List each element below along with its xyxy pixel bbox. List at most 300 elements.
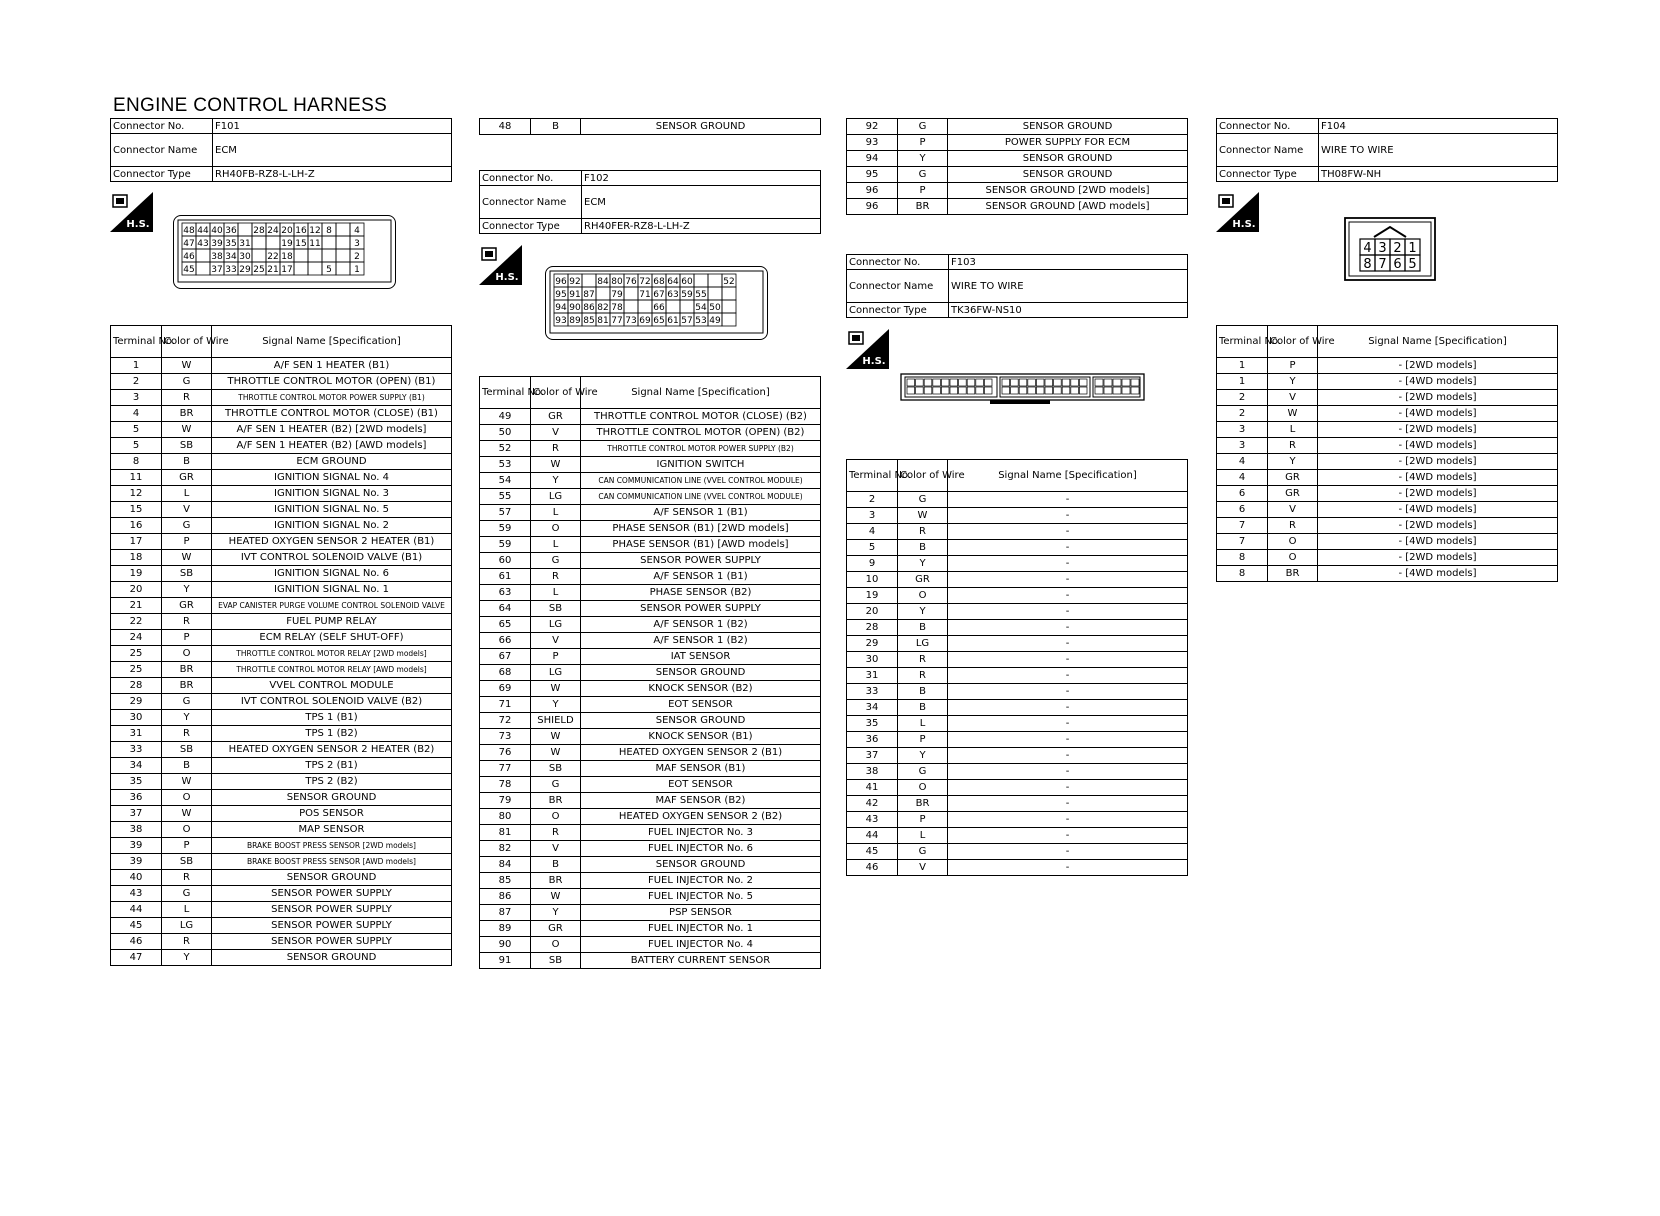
terminal-no: 25	[111, 646, 162, 662]
pin-number: 44	[197, 226, 209, 236]
pin-cavity	[722, 287, 736, 300]
connector-type-value: RH40FER-RZ8-L-LH-Z	[582, 219, 821, 234]
terminal-no-header: Terminal No.	[111, 326, 162, 358]
terminal-no: 3	[847, 508, 898, 524]
signal-name: - [4WD models]	[1318, 406, 1558, 422]
terminal-row	[111, 886, 452, 902]
connector-name-value: ECM	[213, 134, 452, 167]
terminal-no: 7	[1217, 534, 1268, 550]
terminal-row	[847, 684, 1188, 700]
wire-color: G	[162, 886, 212, 902]
terminal-no-header: Terminal No.	[1217, 326, 1268, 358]
pin-number: 5	[1408, 257, 1417, 272]
pin-cavity	[1095, 379, 1103, 386]
f101-tail-table	[479, 118, 821, 135]
wire-color: G	[898, 492, 948, 508]
terminal-no: 63	[480, 585, 531, 601]
terminal-no: 38	[847, 764, 898, 780]
terminal-no: 82	[480, 841, 531, 857]
terminal-no: 37	[847, 748, 898, 764]
pin-number: 34	[225, 252, 237, 262]
wire-color: R	[162, 390, 212, 406]
wire-color: O	[1268, 534, 1318, 550]
pin-cavity	[1131, 379, 1139, 386]
terminal-no: 2	[111, 374, 162, 390]
terminal-no: 28	[111, 678, 162, 694]
signal-name: IVT CONTROL SOLENOID VALVE (B2)	[212, 694, 452, 710]
terminal-no: 73	[480, 729, 531, 745]
signal-name: - [2WD models]	[1318, 422, 1558, 438]
wire-color: P	[162, 534, 212, 550]
hs-harness-side-icon	[479, 245, 522, 285]
wire-color: LG	[898, 636, 948, 652]
terminal-no: 20	[847, 604, 898, 620]
terminal-row	[480, 617, 821, 633]
wire-color: B	[162, 758, 212, 774]
terminal-no: 5	[111, 422, 162, 438]
hs-harness-side-icon	[110, 192, 153, 232]
pin-cavity	[722, 313, 736, 326]
terminal-row	[480, 441, 821, 457]
pin-number: 50	[709, 303, 721, 313]
signal-name: A/F SENSOR 1 (B1)	[581, 505, 821, 521]
signal-name: PHASE SENSOR (B1) [AWD models]	[581, 537, 821, 553]
wire-color: BR	[531, 873, 581, 889]
pin-number: 80	[611, 277, 623, 287]
terminal-no: 91	[480, 953, 531, 969]
signal-name: -	[948, 668, 1188, 684]
terminal-row	[111, 934, 452, 950]
terminal-row	[111, 870, 452, 886]
signal-name: THROTTLE CONTROL MOTOR POWER SUPPLY (B2)	[581, 441, 821, 457]
pin-cavity	[322, 249, 336, 262]
signal-name: -	[948, 508, 1188, 524]
terminal-row	[847, 540, 1188, 556]
pin-number: 36	[225, 226, 237, 236]
wire-color: SHIELD	[531, 713, 581, 729]
terminal-no: 61	[480, 569, 531, 585]
terminal-row	[1217, 566, 1558, 582]
wire-color: L	[898, 828, 948, 844]
signal-name: FUEL INJECTOR No. 6	[581, 841, 821, 857]
terminal-no: 90	[480, 937, 531, 953]
connector-no-value: F102	[582, 171, 821, 186]
wire-color: G	[162, 694, 212, 710]
signal-name: TPS 1 (B2)	[212, 726, 452, 742]
terminal-row	[480, 937, 821, 953]
pin-cavity	[1095, 387, 1103, 394]
wire-color: R	[162, 726, 212, 742]
wire-color: V	[531, 633, 581, 649]
terminal-row	[847, 604, 1188, 620]
wire-color: W	[531, 681, 581, 697]
terminal-no: 10	[847, 572, 898, 588]
terminal-row	[111, 486, 452, 502]
wire-color: G	[898, 844, 948, 860]
terminal-no: 12	[111, 486, 162, 502]
terminal-row	[847, 492, 1188, 508]
pin-number: 20	[281, 226, 293, 236]
pin-cavity	[1131, 387, 1139, 394]
terminal-no: 50	[480, 425, 531, 441]
wire-color: O	[162, 646, 212, 662]
pin-number: 81	[597, 316, 609, 326]
terminal-row	[111, 534, 452, 550]
terminal-row	[480, 745, 821, 761]
f102-connector-face	[545, 266, 768, 340]
pin-cavity	[1045, 387, 1053, 394]
terminal-no: 34	[847, 700, 898, 716]
f103-terminal-table	[846, 459, 1188, 876]
pin-cavity	[1054, 387, 1062, 394]
signal-name: -	[948, 796, 1188, 812]
terminal-row	[1217, 470, 1558, 486]
terminal-row	[111, 566, 452, 582]
wire-color: R	[1268, 518, 1318, 534]
terminal-row	[111, 358, 452, 374]
pin-cavity	[336, 236, 350, 249]
pin-number: 57	[681, 316, 693, 326]
wire-color: LG	[531, 617, 581, 633]
pin-cavity	[1079, 387, 1087, 394]
wire-color: O	[531, 521, 581, 537]
wire-color: B	[531, 857, 581, 873]
terminal-row	[1217, 438, 1558, 454]
wire-color: O	[898, 588, 948, 604]
pin-cavity	[1122, 379, 1130, 386]
terminal-row	[111, 374, 452, 390]
pin-cavity	[1011, 379, 1019, 386]
signal-name: -	[948, 732, 1188, 748]
pin-number: 17	[281, 265, 293, 275]
pin-number: 33	[225, 265, 237, 275]
pin-cavity	[638, 300, 652, 313]
wire-color: SB	[162, 438, 212, 454]
signal-name: FUEL INJECTOR No. 3	[581, 825, 821, 841]
wire-color: W	[531, 457, 581, 473]
pin-number: 24	[267, 226, 279, 236]
signal-name: -	[948, 684, 1188, 700]
pin-number: 3	[354, 239, 360, 249]
terminal-row	[111, 854, 452, 870]
pin-number: 53	[695, 316, 707, 326]
pin-number: 39	[211, 239, 223, 249]
terminal-no: 8	[1217, 566, 1268, 582]
terminal-no: 55	[480, 489, 531, 505]
connector-no-value: F104	[1319, 119, 1558, 134]
wire-color: P	[898, 183, 948, 199]
wire-color: Y	[162, 950, 212, 966]
wire-color: LG	[162, 918, 212, 934]
terminal-row	[1217, 486, 1558, 502]
terminal-no: 5	[847, 540, 898, 556]
wire-color: Y	[1268, 374, 1318, 390]
pin-number: 60	[681, 277, 693, 287]
connector-no-label: Connector No.	[1217, 119, 1319, 134]
terminal-row	[111, 550, 452, 566]
terminal-no: 45	[111, 918, 162, 934]
terminal-no: 2	[1217, 406, 1268, 422]
wire-color: O	[162, 822, 212, 838]
pin-number: 1	[1408, 241, 1417, 256]
wire-color: BR	[162, 662, 212, 678]
terminal-row	[480, 825, 821, 841]
signal-name: SENSOR GROUND	[581, 665, 821, 681]
signal-name: - [4WD models]	[1318, 438, 1558, 454]
pin-cavity	[1062, 387, 1070, 394]
terminal-no: 59	[480, 521, 531, 537]
terminal-row	[111, 694, 452, 710]
pin-cavity	[1071, 379, 1079, 386]
wire-color: P	[898, 135, 948, 151]
signal-name: - [2WD models]	[1318, 550, 1558, 566]
signal-name: - [4WD models]	[1318, 502, 1558, 518]
terminal-no: 15	[111, 502, 162, 518]
signal-name: SENSOR GROUND	[948, 167, 1188, 183]
f102-terminal-table	[479, 376, 821, 969]
terminal-row	[847, 796, 1188, 812]
terminal-row	[847, 668, 1188, 684]
connector-name-label: Connector Name	[111, 134, 213, 167]
pin-number: 76	[625, 277, 637, 287]
pin-number: 59	[681, 290, 693, 300]
wire-color: B	[898, 540, 948, 556]
terminal-row	[480, 857, 821, 873]
terminal-no: 42	[847, 796, 898, 812]
terminal-no: 92	[847, 119, 898, 135]
terminal-row	[847, 151, 1188, 167]
terminal-no: 86	[480, 889, 531, 905]
wire-color: SB	[531, 761, 581, 777]
pin-number: 71	[639, 290, 651, 300]
wire-color: Y	[898, 604, 948, 620]
terminal-row	[111, 806, 452, 822]
terminal-no: 36	[847, 732, 898, 748]
wire-color: GR	[531, 409, 581, 425]
color-of-wire-header: Color of Wire	[162, 326, 212, 358]
terminal-row	[480, 553, 821, 569]
terminal-row	[480, 681, 821, 697]
terminal-row	[847, 167, 1188, 183]
pin-number: 31	[239, 239, 251, 249]
pin-number: 77	[611, 316, 623, 326]
wire-color: Y	[1268, 454, 1318, 470]
pin-number: 66	[653, 303, 665, 313]
signal-name: HEATED OXYGEN SENSOR 2 HEATER (B1)	[212, 534, 452, 550]
connector-name-label: Connector Name	[1217, 134, 1319, 167]
terminal-no: 87	[480, 905, 531, 921]
pin-cavity	[708, 287, 722, 300]
terminal-no: 4	[1217, 470, 1268, 486]
terminal-no: 8	[1217, 550, 1268, 566]
connector-type-label: Connector Type	[480, 219, 582, 234]
terminal-no: 17	[111, 534, 162, 550]
pin-number: 82	[597, 303, 609, 313]
signal-name: SENSOR GROUND	[581, 857, 821, 873]
terminal-no: 66	[480, 633, 531, 649]
f104-terminal-table	[1216, 325, 1558, 582]
pin-cavity	[624, 300, 638, 313]
wire-color: P	[1268, 358, 1318, 374]
pin-cavity	[1062, 379, 1070, 386]
pin-number: 64	[667, 277, 679, 287]
pin-number: 11	[309, 239, 321, 249]
terminal-no: 36	[111, 790, 162, 806]
wire-color: LG	[531, 489, 581, 505]
pin-number: 8	[1363, 257, 1372, 272]
pin-cavity	[1019, 387, 1027, 394]
signal-name: THROTTLE CONTROL MOTOR POWER SUPPLY (B1)	[212, 390, 452, 406]
connector-no-label: Connector No.	[480, 171, 582, 186]
wire-color: W	[162, 806, 212, 822]
pin-cavity	[1071, 387, 1079, 394]
pin-cavity	[933, 379, 941, 386]
pin-cavity	[1036, 379, 1044, 386]
pin-number: 65	[653, 316, 665, 326]
signal-name: BATTERY CURRENT SENSOR	[581, 953, 821, 969]
terminal-row	[111, 582, 452, 598]
pin-cavity	[959, 387, 967, 394]
terminal-no-header: Terminal No.	[847, 460, 898, 492]
terminal-row	[480, 921, 821, 937]
wire-color: G	[898, 764, 948, 780]
terminal-row	[847, 119, 1188, 135]
pin-number: 84	[597, 277, 609, 287]
wire-color: O	[531, 937, 581, 953]
signal-name: MAF SENSOR (B1)	[581, 761, 821, 777]
terminal-no: 71	[480, 697, 531, 713]
terminal-no: 18	[111, 550, 162, 566]
pin-cavity	[336, 223, 350, 236]
pin-number: 3	[1378, 241, 1387, 256]
pin-number: 4	[354, 226, 360, 236]
terminal-row	[480, 649, 821, 665]
pin-number: 67	[653, 290, 665, 300]
signal-name: - [2WD models]	[1318, 390, 1558, 406]
pin-number: 16	[295, 226, 307, 236]
terminal-row	[1217, 550, 1558, 566]
terminal-row	[847, 524, 1188, 540]
pin-cavity	[924, 387, 932, 394]
terminal-row	[480, 761, 821, 777]
terminal-row	[480, 905, 821, 921]
signal-name: THROTTLE CONTROL MOTOR RELAY [AWD models]	[212, 662, 452, 678]
signal-name: POWER SUPPLY FOR ECM	[948, 135, 1188, 151]
pin-number: 19	[281, 239, 293, 249]
pin-number: 55	[695, 290, 707, 300]
terminal-no: 89	[480, 921, 531, 937]
signal-name: -	[948, 716, 1188, 732]
terminal-row	[480, 457, 821, 473]
wire-color: G	[162, 518, 212, 534]
pin-cavity	[1045, 379, 1053, 386]
terminal-row	[847, 844, 1188, 860]
pin-cavity	[950, 387, 958, 394]
pin-number: 47	[183, 239, 195, 249]
wire-color: P	[531, 649, 581, 665]
terminal-row	[111, 726, 452, 742]
pin-number: 90	[569, 303, 581, 313]
terminal-row	[111, 422, 452, 438]
pin-number: 72	[639, 277, 651, 287]
terminal-no: 3	[1217, 438, 1268, 454]
terminal-row	[111, 598, 452, 614]
terminal-row	[480, 777, 821, 793]
wire-color: R	[531, 825, 581, 841]
terminal-row	[480, 665, 821, 681]
terminal-no: 39	[111, 854, 162, 870]
pin-number: 49	[709, 316, 721, 326]
pin-cavity	[1104, 387, 1112, 394]
signal-name: HEATED OXYGEN SENSOR 2 (B2)	[581, 809, 821, 825]
terminal-no: 59	[480, 537, 531, 553]
pin-number: 15	[295, 239, 307, 249]
pin-cavity	[196, 262, 210, 275]
pin-number: 63	[667, 290, 679, 300]
terminal-row	[847, 732, 1188, 748]
wire-color: SB	[162, 566, 212, 582]
signal-name: - [4WD models]	[1318, 534, 1558, 550]
wire-color: W	[162, 422, 212, 438]
terminal-no: 53	[480, 457, 531, 473]
terminal-no: 1	[1217, 374, 1268, 390]
signal-name: IGNITION SIGNAL No. 3	[212, 486, 452, 502]
terminal-row	[847, 556, 1188, 572]
terminal-row	[847, 572, 1188, 588]
pin-cavity	[1019, 379, 1027, 386]
signal-name: FUEL INJECTOR No. 4	[581, 937, 821, 953]
terminal-row	[480, 697, 821, 713]
wire-color: SB	[162, 742, 212, 758]
signal-name: - [4WD models]	[1318, 374, 1558, 390]
signal-name: THROTTLE CONTROL MOTOR (OPEN) (B1)	[212, 374, 452, 390]
wire-color: L	[531, 505, 581, 521]
signal-name: TPS 2 (B1)	[212, 758, 452, 774]
terminal-row	[111, 758, 452, 774]
pin-cavity	[941, 387, 949, 394]
wire-color: O	[1268, 550, 1318, 566]
wire-color: W	[162, 774, 212, 790]
terminal-no: 57	[480, 505, 531, 521]
terminal-row	[480, 841, 821, 857]
signal-name: EVAP CANISTER PURGE VOLUME CONTROL SOLENOID VALVE	[212, 598, 452, 614]
signal-name: -	[948, 620, 1188, 636]
signal-name: IGNITION SIGNAL No. 5	[212, 502, 452, 518]
signal-name: EOT SENSOR	[581, 697, 821, 713]
pin-cavity	[907, 387, 915, 394]
wire-color: BR	[531, 793, 581, 809]
terminal-row	[111, 470, 452, 486]
signal-name: SENSOR POWER SUPPLY	[581, 601, 821, 617]
signal-name: - [2WD models]	[1318, 358, 1558, 374]
signal-name: -	[948, 700, 1188, 716]
terminal-no: 69	[480, 681, 531, 697]
terminal-row	[1217, 534, 1558, 550]
wire-color: L	[898, 716, 948, 732]
terminal-row	[847, 588, 1188, 604]
terminal-row	[1217, 374, 1558, 390]
terminal-no: 19	[847, 588, 898, 604]
signal-name: PSP SENSOR	[581, 905, 821, 921]
terminal-no: 8	[111, 454, 162, 470]
pin-number: 54	[695, 303, 707, 313]
terminal-no: 4	[847, 524, 898, 540]
terminal-row	[111, 838, 452, 854]
terminal-row	[1217, 502, 1558, 518]
pin-cavity	[1054, 379, 1062, 386]
terminal-row	[847, 748, 1188, 764]
terminal-row	[480, 537, 821, 553]
